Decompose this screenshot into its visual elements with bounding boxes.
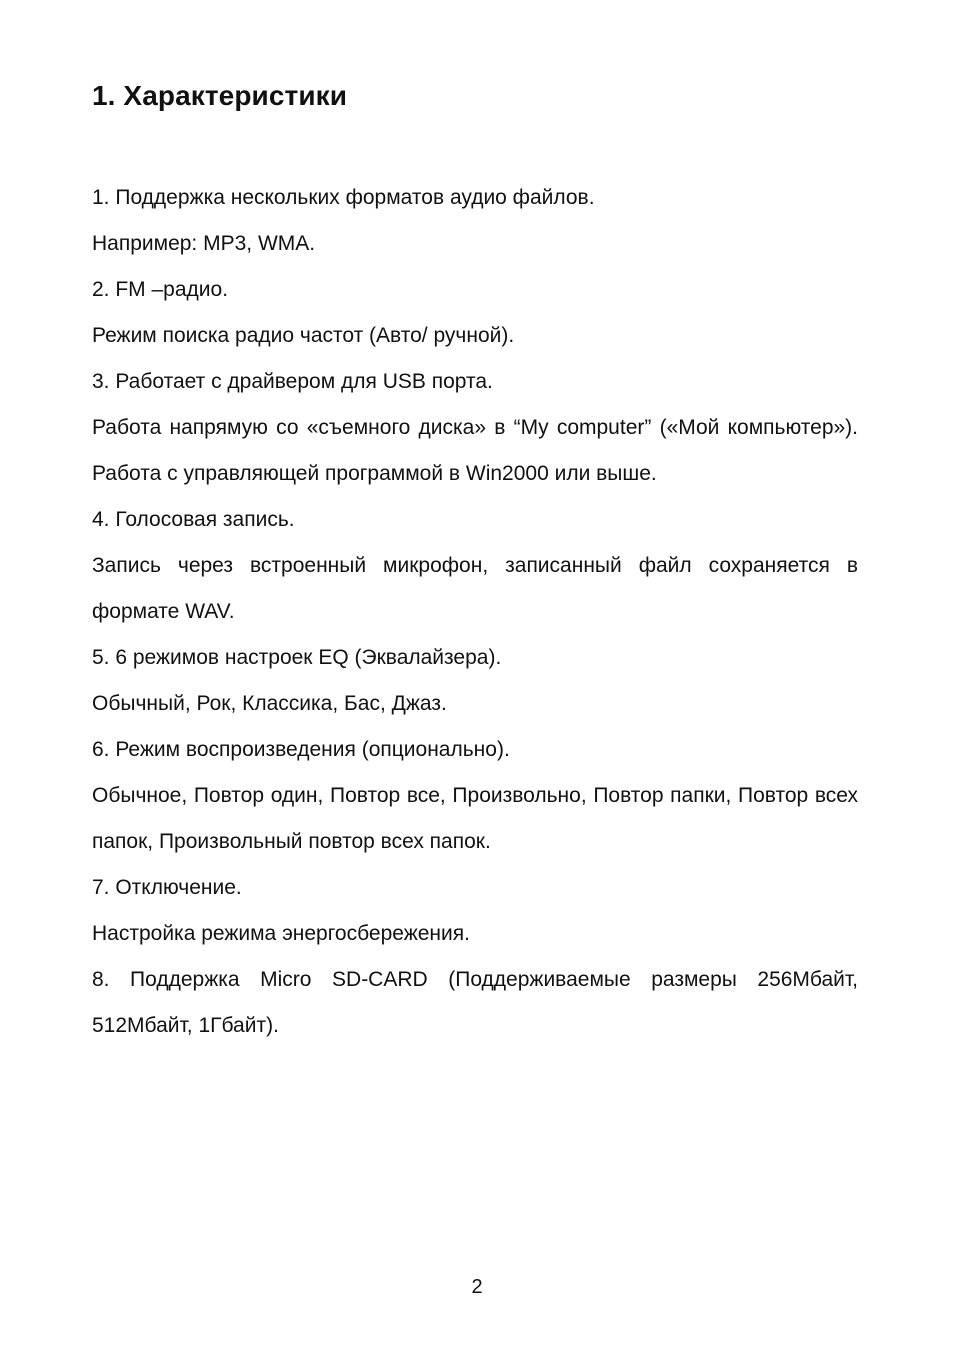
feature-description-4: Запись через встроенный микрофон, записанный файл сохраняется в формате WAV. <box>92 554 858 623</box>
feature-description-3: Работа напрямую со «съемного диска» в “My computer” («Мой компьютер»). Работа с управляющей программой в Win2000 или выше. <box>92 416 858 485</box>
feature-item-3: 3. Работает с драйвером для USB порта. <box>92 370 493 393</box>
feature-description-7: Настройка режима энергосбережения. <box>92 922 470 945</box>
page-number: 2 <box>471 1276 483 1298</box>
document-page <box>92 78 858 1049</box>
feature-item-7: 7. Отключение. <box>92 876 242 899</box>
feature-item-6: 6. Режим воспроизведения (опционально). <box>92 738 510 761</box>
feature-description-5: Обычный, Рок, Классика, Бас, Джаз. <box>92 692 447 715</box>
feature-item-4: 4. Голосовая запись. <box>92 508 295 531</box>
feature-description-2: Режим поиска радио частот (Авто/ ручной). <box>92 324 515 347</box>
feature-item-1: 1. Поддержка нескольких форматов аудио файлов. <box>92 186 595 209</box>
page-heading: 1. Характеристики <box>92 80 348 111</box>
feature-item-2: 2. FM –радио. <box>92 278 229 301</box>
features-list <box>92 175 858 1049</box>
feature-description-1: Например: MP3, WMA. <box>92 232 316 255</box>
feature-description-6: Обычное, Повтор один, Повтор все, Произвольно, Повтор папки, Повтор всех папок, Произвольный повтор всех папок. <box>92 784 858 853</box>
feature-item-5: 5. 6 режимов настроек EQ (Эквалайзера). <box>92 646 502 669</box>
feature-item-8: 8. Поддержка Micro SD-CARD (Поддерживаемые размеры 256Мбайт, 512Мбайт, 1Гбайт). <box>92 968 858 1037</box>
